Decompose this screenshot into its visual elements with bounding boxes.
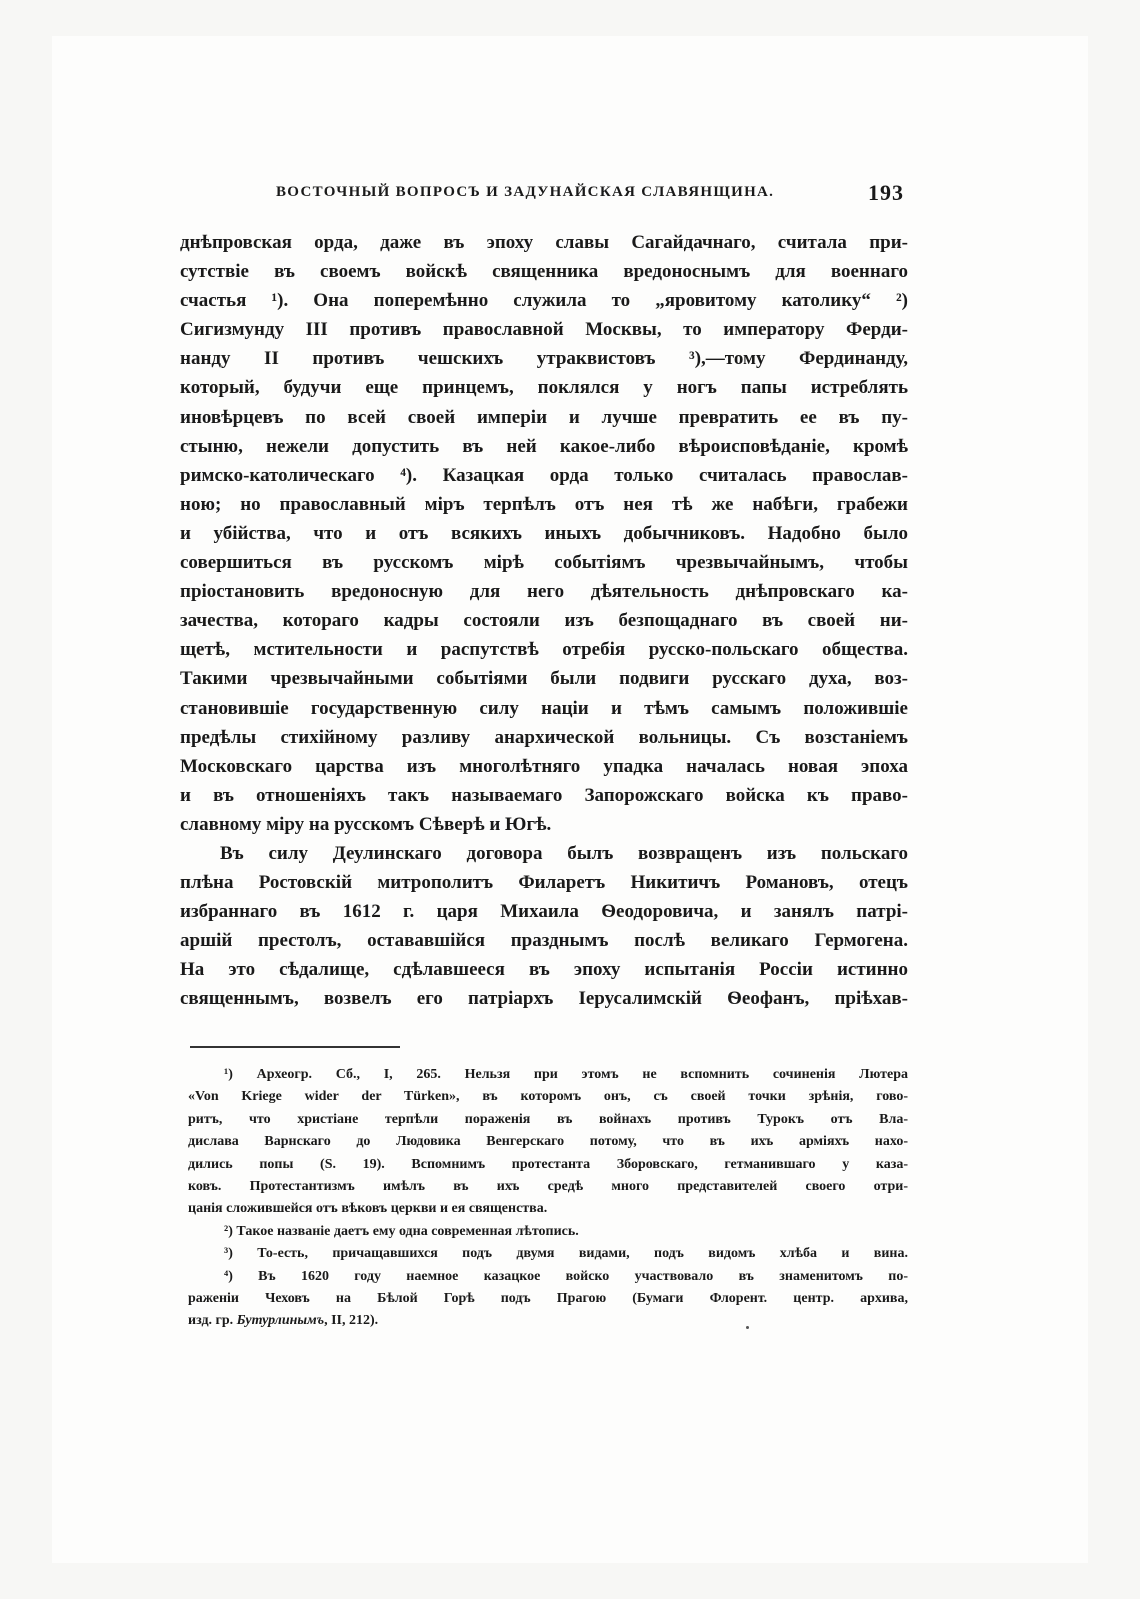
text-line: щетѣ, мстительности и распутствѣ отребія русско-польскаго общества. xyxy=(180,639,908,661)
text-line: предѣлы стихійному разливу анархической вольницы. Съ возстаніемъ xyxy=(180,726,908,748)
text-line: зачества, котораго кадры состояли изъ безпощаднаго въ своей ни- xyxy=(180,610,908,632)
text-line: и убійства, что и отъ всякихъ иныхъ добычниковъ. Надобно было xyxy=(180,522,908,544)
text-line: славному міру на русскомъ Сѣверѣ и Югѣ. xyxy=(180,813,552,835)
running-title: ВОСТОЧНЫЙ ВОПРОСЪ И ЗАДУНАЙСКАЯ СЛАВЯНЩИНА. xyxy=(276,184,775,200)
text-line: днѣпровская орда, даже въ эпоху славы Сагайдачнаго, считала при- xyxy=(180,232,908,253)
page-number: 193 xyxy=(868,180,904,205)
footnote-line: ковъ. Протестантизмъ имѣлъ въ ихъ средѣ много представителей своего отри- xyxy=(188,1178,908,1194)
text-line: иновѣрцевъ по всей своей имперіи и лучше превратить ее въ пу- xyxy=(180,406,908,428)
footnote-line: «Von Kriege wider der Türken», въ которомъ онъ, съ своей точки зрѣнія, гово- xyxy=(188,1089,908,1105)
text-line: аршій престолъ, остававшійся празднымъ послѣ великаго Гермогена. xyxy=(180,930,908,952)
text-line: совершиться въ русскомъ мірѣ событіямъ чрезвычайнымъ, чтобы xyxy=(180,552,908,574)
text-line: Въ силу Деулинскаго договора былъ возвращенъ изъ польскаго xyxy=(220,842,908,864)
text-line: На это сѣдалище, сдѣлавшееся въ эпоху испытанія Россіи истинно xyxy=(180,959,908,981)
text-line: римско-католическаго ⁴). Казацкая орда только считалась православ- xyxy=(180,464,908,486)
text-line: плѣна Ростовскій митрополитъ Филаретъ Никитичъ Романовъ, отецъ xyxy=(180,872,908,894)
print-speck xyxy=(746,1326,749,1329)
footnote-line: дились попы (S. 19). Вспомнимъ протестанта Зборовскаго, гетманившаго у каза- xyxy=(188,1156,908,1172)
text-line: пріостановить вредоносную для него дѣятельность днѣпровскаго ка- xyxy=(180,581,908,603)
text-line: становившіе государственную силу націи и тѣмъ самымъ положившіе xyxy=(180,697,908,719)
footnote-line xyxy=(188,1310,908,1332)
main-text xyxy=(180,228,908,1014)
text-line: стыню, нежели допустить въ ней какое-либо вѣроисповѣданіе, кромѣ xyxy=(180,435,908,457)
footnote-text: изд. гр. xyxy=(188,1313,237,1329)
footnote-italic-text: Бутурлинымъ xyxy=(236,1313,325,1329)
page-header xyxy=(276,180,904,208)
footnote-line: ⁴) Въ 1620 году наемное казацкое войско участвовало въ знаменитомъ по- xyxy=(224,1268,908,1284)
text-line: который, будучи еще принцемъ, поклялся у ногъ папы истреблять xyxy=(180,377,908,399)
footnote-line: дислава Варнскаго до Людовика Венгерскаго потому, что въ ихъ арміяхъ нахо- xyxy=(188,1134,908,1150)
text-line: Московскаго царства изъ многолѣтняго упадка началась новая эпоха xyxy=(180,755,908,777)
text-line: Сигизмунду III противъ православной Москвы, то императору Ферди- xyxy=(180,319,908,341)
footnotes xyxy=(188,1064,908,1333)
text-line: ною; но православный міръ терпѣлъ отъ нея тѣ же набѣги, грабежи xyxy=(180,493,908,515)
text-line: священнымъ, возвелъ его патріархъ Іерусалимскій Ѳеофанъ, пріѣхав- xyxy=(180,988,908,1010)
footnote-line: ритъ, что христіане терпѣли пораженія въ войнахъ противъ Турокъ отъ Вла- xyxy=(188,1111,908,1127)
footnote-line: ²) Такое названіе даетъ ему одна современная лѣтопись. xyxy=(224,1223,579,1239)
footnote-line: цанія сложившейся отъ вѣковъ церкви и ея священства. xyxy=(188,1201,548,1217)
text-line: сутствіе въ своемъ войскѣ священника вредоноснымъ для военнаго xyxy=(180,261,908,283)
text-line: Такими чрезвычайными событіями были подвиги русскаго духа, воз- xyxy=(180,668,908,690)
footnote-separator xyxy=(190,1046,400,1048)
text-line: и въ отношеніяхъ такъ называемаго Запорожскаго войска къ право- xyxy=(180,784,908,806)
footnote-line: ¹) Археогр. Сб., I, 265. Нельзя при этомъ не вспомнить сочиненія Лютера xyxy=(224,1067,908,1082)
text-line: нанду II противъ чешскихъ утраквистовъ ³),—тому Фердинанду, xyxy=(180,348,908,370)
footnote-line: ³) То-есть, причащавшихся подъ двумя видами, подъ видомъ хлѣба и вина. xyxy=(224,1246,908,1262)
footnote-text: , II, 212). xyxy=(324,1313,379,1329)
footnote-line: раженіи Чеховъ на Бѣлой Горѣ подъ Прагою (Бумаги Флорент. центр. архива, xyxy=(188,1290,908,1306)
text-line: счастья ¹). Она поперемѣнно служила то „яровитому католику“ ²) xyxy=(180,290,908,312)
text-line: избраннаго въ 1612 г. царя Михаила Ѳеодоровича, и занялъ патрі- xyxy=(180,901,908,923)
